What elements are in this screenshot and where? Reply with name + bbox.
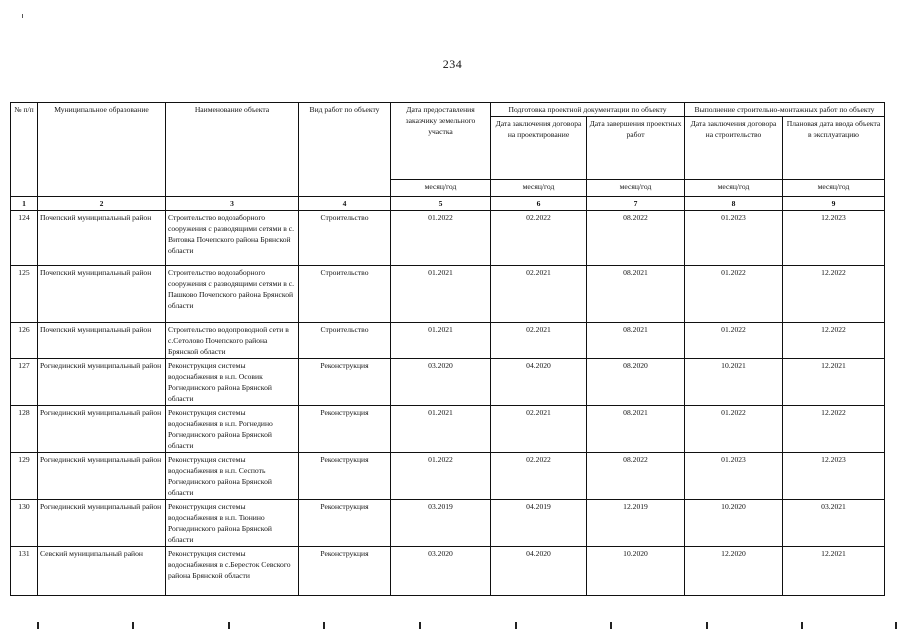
table-row bbox=[11, 266, 885, 323]
row-municipality: Севский муниципальный район bbox=[38, 547, 166, 596]
row-municipality: Почепский муниципальный район bbox=[38, 211, 166, 266]
row-design-end: 08.2022 bbox=[587, 453, 685, 500]
row-work-type: Реконструкция bbox=[299, 453, 391, 500]
row-construction-contract: 01.2023 bbox=[685, 453, 783, 500]
header-design-group: Подготовка проектной документации по объекту bbox=[491, 103, 685, 117]
row-design-end: 08.2021 bbox=[587, 323, 685, 359]
row-land-date: 03.2020 bbox=[391, 547, 491, 596]
row-object: Реконструкция системы водоснабжения в н.п. Тюнино Рогнединского района Брянской области bbox=[166, 500, 299, 547]
unit-cell: месяц/год bbox=[587, 180, 685, 197]
row-design-contract: 04.2019 bbox=[491, 500, 587, 547]
unit-cell: месяц/год bbox=[391, 180, 491, 197]
header-object: Наименование объекта bbox=[166, 103, 299, 197]
row-work-type: Реконструкция bbox=[299, 359, 391, 406]
column-number: 1 bbox=[11, 197, 38, 211]
row-land-date: 03.2020 bbox=[391, 359, 491, 406]
column-number: 7 bbox=[587, 197, 685, 211]
row-commissioning: 12.2022 bbox=[783, 266, 885, 323]
row-commissioning: 12.2021 bbox=[783, 547, 885, 596]
row-land-date: 01.2022 bbox=[391, 211, 491, 266]
header-construction-contract: Дата заключения договора на строительство bbox=[685, 117, 783, 180]
row-land-date: 03.2019 bbox=[391, 500, 491, 547]
row-number: 127 bbox=[11, 359, 38, 406]
row-construction-contract: 01.2022 bbox=[685, 323, 783, 359]
row-municipality: Почепский муниципальный район bbox=[38, 323, 166, 359]
row-design-end: 12.2019 bbox=[587, 500, 685, 547]
table-row bbox=[11, 453, 885, 500]
row-object: Строительство водозаборного сооружения с разводящими сетями в с. Витовка Почепского района Брянской области bbox=[166, 211, 299, 266]
row-design-end: 10.2020 bbox=[587, 547, 685, 596]
row-construction-contract: 01.2023 bbox=[685, 211, 783, 266]
row-object: Реконструкция системы водоснабжения в н.п. Осовик Рогнединского района Брянской области bbox=[166, 359, 299, 406]
column-number: 4 bbox=[299, 197, 391, 211]
row-number: 129 bbox=[11, 453, 38, 500]
header-design-end: Дата завершения проектных работ bbox=[587, 117, 685, 180]
row-municipality: Рогнединский муниципальный район bbox=[38, 453, 166, 500]
header-row-top bbox=[11, 103, 885, 117]
row-object: Строительство водопроводной сети в с.Сетолово Почепского района Брянской области bbox=[166, 323, 299, 359]
column-numbers-row bbox=[11, 197, 885, 211]
header-commissioning: Плановая дата ввода объекта в эксплуатацию bbox=[783, 117, 885, 180]
row-number: 124 bbox=[11, 211, 38, 266]
header-land-date: Дата предоставления заказчику земельного участка bbox=[391, 103, 491, 180]
row-design-contract: 02.2021 bbox=[491, 266, 587, 323]
header-construction-group: Выполнение строительно-монтажных работ по объекту bbox=[685, 103, 885, 117]
row-design-contract: 04.2020 bbox=[491, 547, 587, 596]
row-construction-contract: 01.2022 bbox=[685, 406, 783, 453]
row-object: Реконструкция системы водоснабжения в н.п. Сеспоть Рогнединского района Брянской области bbox=[166, 453, 299, 500]
column-number: 5 bbox=[391, 197, 491, 211]
table-row bbox=[11, 359, 885, 406]
row-work-type: Строительство bbox=[299, 266, 391, 323]
row-design-contract: 02.2022 bbox=[491, 211, 587, 266]
row-number: 130 bbox=[11, 500, 38, 547]
table-row bbox=[11, 211, 885, 266]
row-construction-contract: 12.2020 bbox=[685, 547, 783, 596]
row-work-type: Строительство bbox=[299, 323, 391, 359]
row-number: 131 bbox=[11, 547, 38, 596]
row-work-type: Реконструкция bbox=[299, 547, 391, 596]
column-number: 6 bbox=[491, 197, 587, 211]
row-land-date: 01.2022 bbox=[391, 453, 491, 500]
investment-table bbox=[10, 102, 885, 596]
row-commissioning: 12.2022 bbox=[783, 406, 885, 453]
row-municipality: Почепский муниципальный район bbox=[38, 266, 166, 323]
row-design-end: 08.2021 bbox=[587, 266, 685, 323]
row-number: 125 bbox=[11, 266, 38, 323]
table-row bbox=[11, 500, 885, 547]
row-municipality: Рогнединский муниципальный район bbox=[38, 359, 166, 406]
row-design-contract: 02.2021 bbox=[491, 406, 587, 453]
row-design-contract: 04.2020 bbox=[491, 359, 587, 406]
row-municipality: Рогнединский муниципальный район bbox=[38, 500, 166, 547]
row-land-date: 01.2021 bbox=[391, 323, 491, 359]
column-number: 3 bbox=[166, 197, 299, 211]
scan-edge-marks bbox=[0, 622, 905, 634]
row-object: Строительство водозаборного сооружения с разводящими сетями в с. Пашково Почепского района Брянской области bbox=[166, 266, 299, 323]
row-construction-contract: 01.2022 bbox=[685, 266, 783, 323]
table-row bbox=[11, 406, 885, 453]
unit-cell: месяц/год bbox=[685, 180, 783, 197]
row-work-type: Строительство bbox=[299, 211, 391, 266]
row-commissioning: 03.2021 bbox=[783, 500, 885, 547]
table-body bbox=[11, 211, 885, 596]
header-design-contract: Дата заключения договора на проектирование bbox=[491, 117, 587, 180]
row-design-contract: 02.2021 bbox=[491, 323, 587, 359]
row-construction-contract: 10.2020 bbox=[685, 500, 783, 547]
column-number: 9 bbox=[783, 197, 885, 211]
row-object: Реконструкция системы водоснабжения в н.п. Рогнедино Рогнединского района Брянской области bbox=[166, 406, 299, 453]
row-commissioning: 12.2022 bbox=[783, 323, 885, 359]
column-number: 2 bbox=[38, 197, 166, 211]
row-land-date: 01.2021 bbox=[391, 406, 491, 453]
scan-speck bbox=[22, 14, 23, 18]
row-municipality: Рогнединский муниципальный район bbox=[38, 406, 166, 453]
row-design-end: 08.2021 bbox=[587, 406, 685, 453]
row-design-end: 08.2022 bbox=[587, 211, 685, 266]
row-commissioning: 12.2021 bbox=[783, 359, 885, 406]
row-construction-contract: 10.2021 bbox=[685, 359, 783, 406]
table-row bbox=[11, 323, 885, 359]
table-row bbox=[11, 547, 885, 596]
row-design-contract: 02.2022 bbox=[491, 453, 587, 500]
row-design-end: 08.2020 bbox=[587, 359, 685, 406]
header-work-type: Вид работ по объекту bbox=[299, 103, 391, 197]
row-number: 128 bbox=[11, 406, 38, 453]
row-commissioning: 12.2023 bbox=[783, 211, 885, 266]
column-number: 8 bbox=[685, 197, 783, 211]
row-commissioning: 12.2023 bbox=[783, 453, 885, 500]
unit-cell: месяц/год bbox=[491, 180, 587, 197]
header-num: № п/п bbox=[11, 103, 38, 197]
page-number: 234 bbox=[442, 57, 463, 71]
unit-cell: месяц/год bbox=[783, 180, 885, 197]
header-municipality: Муниципальное образование bbox=[38, 103, 166, 197]
row-number: 126 bbox=[11, 323, 38, 359]
row-object: Реконструкция системы водоснабжения в с.Бересток Севского района Брянской области bbox=[166, 547, 299, 596]
row-land-date: 01.2021 bbox=[391, 266, 491, 323]
row-work-type: Реконструкция bbox=[299, 500, 391, 547]
row-work-type: Реконструкция bbox=[299, 406, 391, 453]
